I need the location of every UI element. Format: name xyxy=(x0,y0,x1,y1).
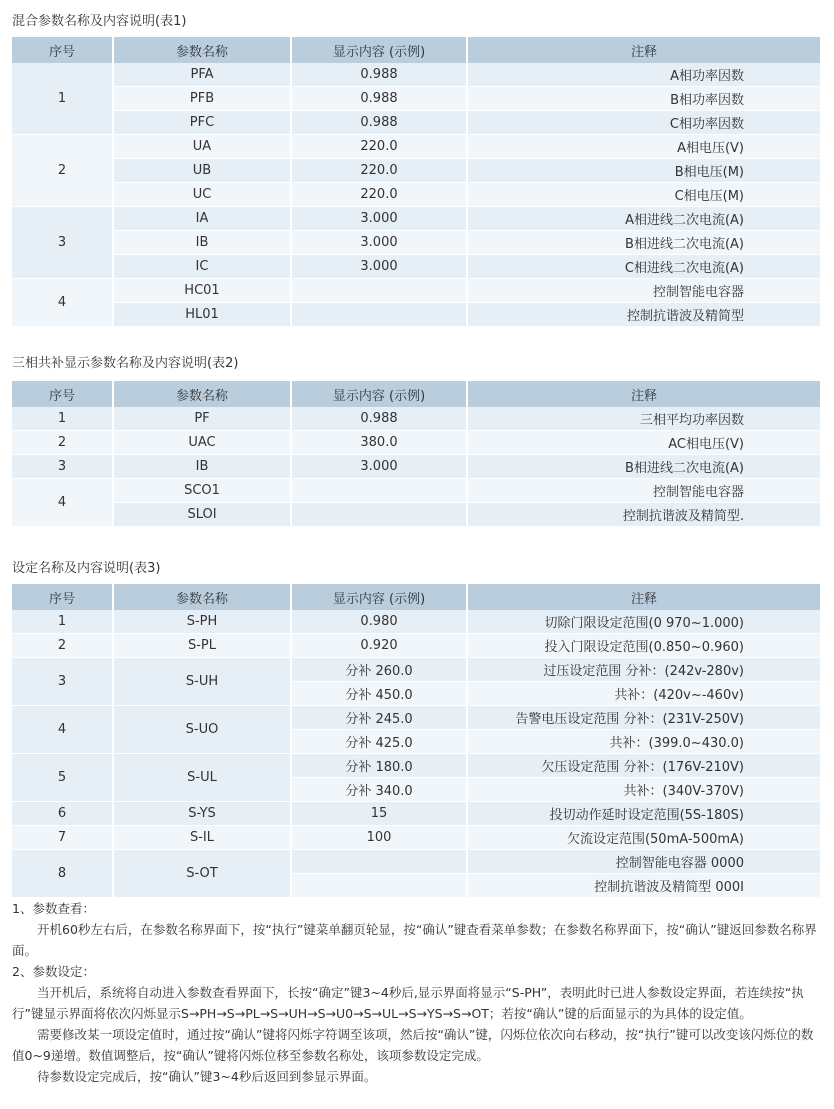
row-no: 3 xyxy=(12,207,113,279)
row-no: 3 xyxy=(12,455,113,479)
table-row xyxy=(12,183,820,207)
param-value: 3.000 xyxy=(291,455,467,479)
param-value: 0.920 xyxy=(291,634,467,658)
param-name: S-IL xyxy=(113,826,291,850)
row-no: 1 xyxy=(12,63,113,135)
param-name: IB xyxy=(113,455,291,479)
param-name: HL01 xyxy=(113,303,291,327)
table-row xyxy=(12,658,820,682)
param-name: S-UO xyxy=(113,706,291,754)
row-no: 8 xyxy=(12,850,113,898)
param-name: IA xyxy=(113,207,291,231)
param-value xyxy=(291,850,467,874)
table-row xyxy=(12,135,820,159)
table-row xyxy=(12,207,820,231)
param-value xyxy=(291,479,467,503)
header-note: 注释 xyxy=(467,584,820,610)
param-note: 共补：(420v~-460v) xyxy=(467,682,820,706)
header-no: 序号 xyxy=(12,381,113,407)
table-row xyxy=(12,303,820,327)
table-row xyxy=(12,610,820,634)
param-name: IC xyxy=(113,255,291,279)
param-value: 0.988 xyxy=(291,63,467,87)
param-note: 控制抗谐波及精简型 xyxy=(467,303,820,327)
header-name: 参数名称 xyxy=(113,584,291,610)
param-note: 欠压设定范围 分补：(176V-210V) xyxy=(467,754,820,778)
param-note: 欠流设定范围(50mA-500mA) xyxy=(467,826,820,850)
param-note: 投入门限设定范围(0.850~0.960) xyxy=(467,634,820,658)
table-row xyxy=(12,407,820,431)
table3-title: 设定名称及内容说明(表3) xyxy=(12,561,161,576)
table2-title: 三相共补显示参数名称及内容说明(表2) xyxy=(12,356,239,371)
param-note: 共补：(340V-370V) xyxy=(467,778,820,802)
instructions xyxy=(12,898,820,1087)
param-note: 三相平均功率因数 xyxy=(467,407,820,431)
table-row xyxy=(12,826,820,850)
table1 xyxy=(12,37,820,327)
param-note: C相进线二次电流(A) xyxy=(467,255,820,279)
row-no: 4 xyxy=(12,279,113,327)
row-no: 4 xyxy=(12,706,113,754)
row-no: 2 xyxy=(12,431,113,455)
param-note: A相进线二次电流(A) xyxy=(467,207,820,231)
section-heading: 2、参数设定： xyxy=(12,964,95,979)
param-note: C相电压(M) xyxy=(467,183,820,207)
header-value: 显示内容 (示例) xyxy=(291,584,467,610)
param-name: PFB xyxy=(113,87,291,111)
row-no: 7 xyxy=(12,826,113,850)
param-value: 0.988 xyxy=(291,87,467,111)
param-note: 告警电压设定范围 分补：(231V-250V) xyxy=(467,706,820,730)
param-name: S-UL xyxy=(113,754,291,802)
table-row xyxy=(12,706,820,730)
paragraph: 当开机后，系统将自动进入参数查看界面下，长按“确定”键3~4秒后,显示界面将显示“S-PH”，表明此时已进人参数设定界面，若连续按“执行”键显示界面将依次闪烁显示S→PH→S→PL→S→UH→S→U0→S→UL→S→YS→S→OT；若按“确认”键的后面显示的为具体的设定值。 xyxy=(12,985,804,1021)
header-name: 参数名称 xyxy=(113,381,291,407)
row-no: 6 xyxy=(12,802,113,826)
param-value: 15 xyxy=(291,802,467,826)
param-name: SCO1 xyxy=(113,479,291,503)
param-value: 分补 260.0 xyxy=(291,658,467,682)
table-row xyxy=(12,111,820,135)
param-note: B相进线二次电流(A) xyxy=(467,455,820,479)
table1-title: 混合参数名称及内容说明(表1) xyxy=(12,14,187,29)
header-value: 显示内容 (示例) xyxy=(291,37,467,63)
param-name: S-PL xyxy=(113,634,291,658)
param-name: S-OT xyxy=(113,850,291,898)
param-note: A相功率因数 xyxy=(467,63,820,87)
param-value: 220.0 xyxy=(291,135,467,159)
param-value: 100 xyxy=(291,826,467,850)
param-value: 3.000 xyxy=(291,207,467,231)
param-name: UAC xyxy=(113,431,291,455)
row-no: 2 xyxy=(12,135,113,207)
param-note: 切除门限设定范围(0 970~1.000) xyxy=(467,610,820,634)
param-value: 0.988 xyxy=(291,407,467,431)
param-value: 3.000 xyxy=(291,255,467,279)
param-note: 共补：(399.0~430.0) xyxy=(467,730,820,754)
param-note: B相进线二次电流(A) xyxy=(467,231,820,255)
param-note: 控制智能电容器 xyxy=(467,279,820,303)
param-value: 分补 450.0 xyxy=(291,682,467,706)
table3 xyxy=(12,584,820,898)
param-value xyxy=(291,279,467,303)
param-value: 220.0 xyxy=(291,183,467,207)
table-row xyxy=(12,754,820,778)
row-no: 2 xyxy=(12,634,113,658)
table-row xyxy=(12,159,820,183)
row-no: 1 xyxy=(12,407,113,431)
param-value: 分补 180.0 xyxy=(291,754,467,778)
table2 xyxy=(12,381,820,527)
param-value: 0.988 xyxy=(291,111,467,135)
row-no: 3 xyxy=(12,658,113,706)
table-row xyxy=(12,802,820,826)
param-name: HC01 xyxy=(113,279,291,303)
row-no: 5 xyxy=(12,754,113,802)
param-name: UB xyxy=(113,159,291,183)
param-note: C相功率因数 xyxy=(467,111,820,135)
param-note: B相功率因数 xyxy=(467,87,820,111)
header-note: 注释 xyxy=(467,381,820,407)
param-name: PF xyxy=(113,407,291,431)
header-no: 序号 xyxy=(12,37,113,63)
header-note: 注释 xyxy=(467,37,820,63)
table-row xyxy=(12,87,820,111)
param-value: 3.000 xyxy=(291,231,467,255)
param-value: 分补 245.0 xyxy=(291,706,467,730)
param-note: A相电压(V) xyxy=(467,135,820,159)
param-note: 控制抗谐波及精简型 000I xyxy=(467,874,820,898)
table-row xyxy=(12,850,820,874)
param-note: 控制抗谐波及精简型. xyxy=(467,503,820,527)
table-row xyxy=(12,279,820,303)
table-row xyxy=(12,455,820,479)
param-name: S-YS xyxy=(113,802,291,826)
table-row xyxy=(12,431,820,455)
row-no: 4 xyxy=(12,479,113,527)
param-note: 控制智能电容器 xyxy=(467,479,820,503)
table-header-row xyxy=(12,381,820,407)
table-header-row xyxy=(12,584,820,610)
param-name: PFA xyxy=(113,63,291,87)
header-no: 序号 xyxy=(12,584,113,610)
param-name: S-UH xyxy=(113,658,291,706)
param-note: 控制智能电容器 0000 xyxy=(467,850,820,874)
header-value: 显示内容 (示例) xyxy=(291,381,467,407)
param-value: 380.0 xyxy=(291,431,467,455)
table-row xyxy=(12,634,820,658)
param-value xyxy=(291,874,467,898)
table-row xyxy=(12,63,820,87)
section-heading: 1、参数查看： xyxy=(12,901,95,916)
table-row xyxy=(12,479,820,503)
table-header-row xyxy=(12,37,820,63)
param-value: 0.980 xyxy=(291,610,467,634)
param-name: S-PH xyxy=(113,610,291,634)
param-value: 分补 425.0 xyxy=(291,730,467,754)
param-note: B相电压(M) xyxy=(467,159,820,183)
param-name: PFC xyxy=(113,111,291,135)
paragraph: 需要修改某一项设定值时，通过按“确认”键将闪烁字符调至该项，然后按“确认”键，闪烁位依次向右移动，按“执行”键可以改变该闪烁位的数值0~9递增。数值调整后，按“确认”键将闪烁位移至参数名称处，该项参数设定完成。 xyxy=(12,1027,814,1063)
param-name: UC xyxy=(113,183,291,207)
header-name: 参数名称 xyxy=(113,37,291,63)
table-row xyxy=(12,255,820,279)
param-name: SLOI xyxy=(113,503,291,527)
param-note: 过压设定范围 分补：(242v-280v) xyxy=(467,658,820,682)
param-name: IB xyxy=(113,231,291,255)
paragraph: 开机60秒左右后，在参数名称界面下，按“执行”键菜单翻页轮显，按“确认”键查看菜单参数；在参数名称界面下，按“确认”键返回参数名称界面。 xyxy=(12,922,817,958)
param-value xyxy=(291,303,467,327)
param-name: UA xyxy=(113,135,291,159)
row-no: 1 xyxy=(12,610,113,634)
param-value: 220.0 xyxy=(291,159,467,183)
paragraph: 待参数设定完成后，按“确认”键3~4秒后返回到参显示界面。 xyxy=(37,1069,377,1084)
param-note: 投切动作延时设定范围(5S-180S) xyxy=(467,802,820,826)
table-row xyxy=(12,503,820,527)
param-value xyxy=(291,503,467,527)
param-value: 分补 340.0 xyxy=(291,778,467,802)
param-note: AC相电压(V) xyxy=(467,431,820,455)
table-row xyxy=(12,231,820,255)
